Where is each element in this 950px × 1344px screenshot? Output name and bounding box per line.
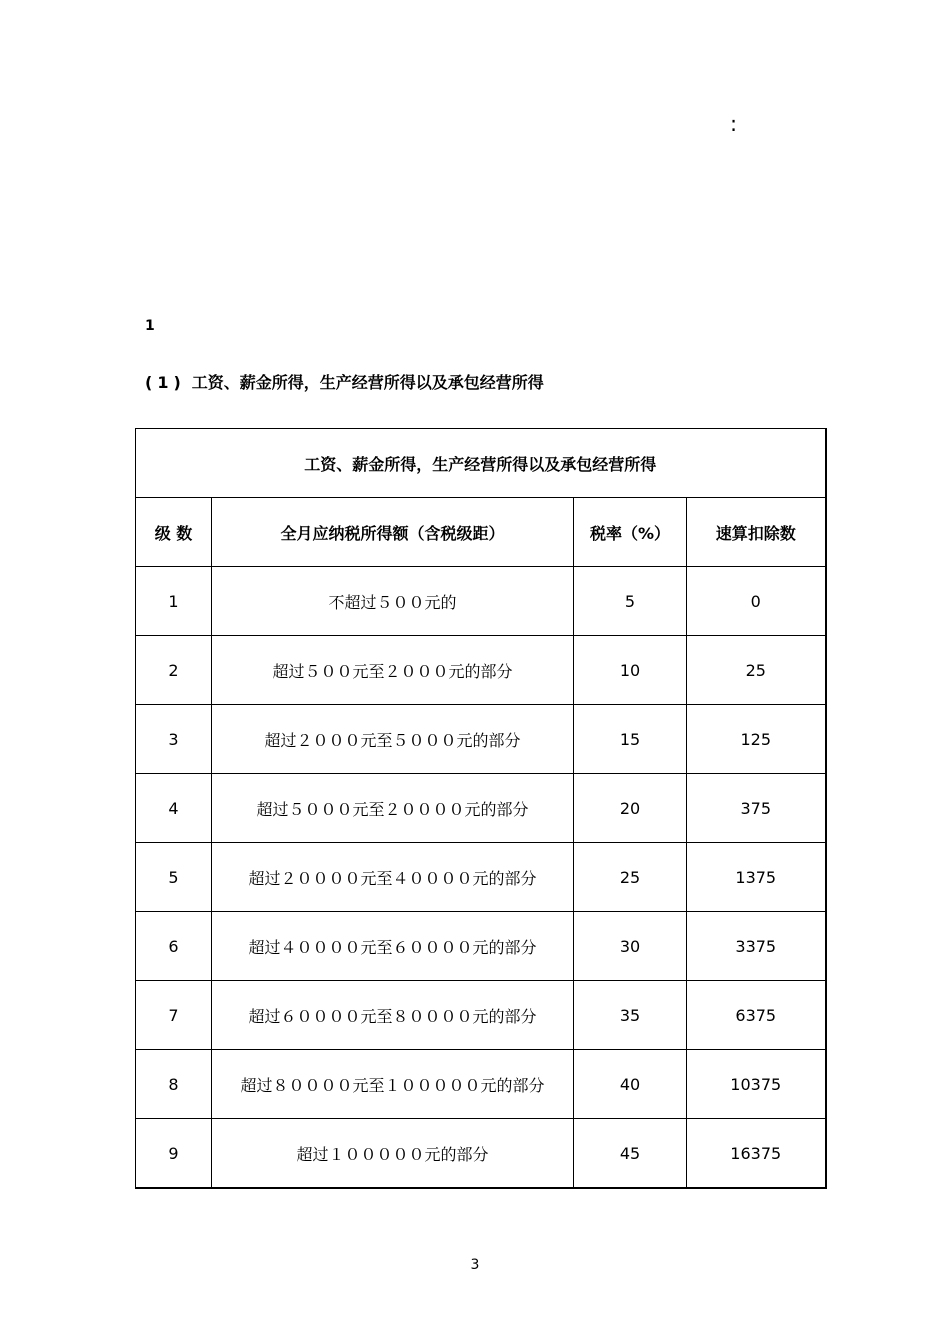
cell-taxable-income: 超过８００００元至１０００００元的部分	[212, 1050, 574, 1119]
cell-level: 6	[136, 912, 212, 981]
cell-taxable-income: 超过１０００００元的部分	[212, 1119, 574, 1189]
cell-level: 8	[136, 1050, 212, 1119]
table-row	[136, 636, 826, 705]
cell-taxable-income: 不超过５００元的	[212, 567, 574, 636]
table-row	[136, 981, 826, 1050]
list-item-heading	[145, 318, 155, 334]
subheading	[145, 370, 544, 393]
cell-quick-deduction: 25	[687, 636, 826, 705]
cell-quick-deduction: 0	[687, 567, 826, 636]
table-row	[136, 774, 826, 843]
cell-level: 5	[136, 843, 212, 912]
cell-taxable-income: 超过４００００元至６００００元的部分	[212, 912, 574, 981]
cell-level: 1	[136, 567, 212, 636]
cell-taxable-income: 超过５００元至２０００元的部分	[212, 636, 574, 705]
cell-taxable-income: 超过５０００元至２００００元的部分	[212, 774, 574, 843]
cell-quick-deduction: 6375	[687, 981, 826, 1050]
cell-tax-rate: 35	[574, 981, 687, 1050]
table-row	[136, 1119, 826, 1189]
table-caption-row	[136, 429, 826, 498]
table-row	[136, 912, 826, 981]
header-taxable-income: 全月应纳税所得额（含税级距）	[212, 498, 574, 567]
cell-taxable-income: 超过６００００元至８００００元的部分	[212, 981, 574, 1050]
subheading-text: 工资、薪金所得，生产经营所得以及承包经营所得	[191, 373, 544, 392]
header-level: 级 数	[136, 498, 212, 567]
cell-tax-rate: 15	[574, 705, 687, 774]
table-row	[136, 843, 826, 912]
list-item-number: 1	[145, 318, 155, 334]
cell-quick-deduction: 3375	[687, 912, 826, 981]
table-row	[136, 1050, 826, 1119]
cell-tax-rate: 30	[574, 912, 687, 981]
cell-level: 3	[136, 705, 212, 774]
tax-rate-table	[135, 428, 827, 1189]
page-number: 3	[470, 1257, 480, 1273]
cell-tax-rate: 10	[574, 636, 687, 705]
cell-quick-deduction: 125	[687, 705, 826, 774]
cell-level: 9	[136, 1119, 212, 1189]
document-title-colon: :	[730, 112, 738, 136]
cell-quick-deduction: 16375	[687, 1119, 826, 1189]
cell-tax-rate: 20	[574, 774, 687, 843]
cell-level: 4	[136, 774, 212, 843]
cell-quick-deduction: 10375	[687, 1050, 826, 1119]
cell-level: 2	[136, 636, 212, 705]
cell-taxable-income: 超过２００００元至４００００元的部分	[212, 843, 574, 912]
table-row	[136, 567, 826, 636]
cell-tax-rate: 5	[574, 567, 687, 636]
header-quick-deduction: 速算扣除数	[687, 498, 826, 567]
cell-tax-rate: 40	[574, 1050, 687, 1119]
table-header-row	[136, 498, 826, 567]
header-tax-rate: 税率（%）	[574, 498, 687, 567]
table-caption: 工资、薪金所得，生产经营所得以及承包经营所得	[136, 429, 826, 498]
table-row	[136, 705, 826, 774]
cell-quick-deduction: 1375	[687, 843, 826, 912]
cell-taxable-income: 超过２０００元至５０００元的部分	[212, 705, 574, 774]
cell-tax-rate: 25	[574, 843, 687, 912]
cell-quick-deduction: 375	[687, 774, 826, 843]
cell-level: 7	[136, 981, 212, 1050]
subheading-number: (1)	[145, 373, 186, 392]
cell-tax-rate: 45	[574, 1119, 687, 1189]
